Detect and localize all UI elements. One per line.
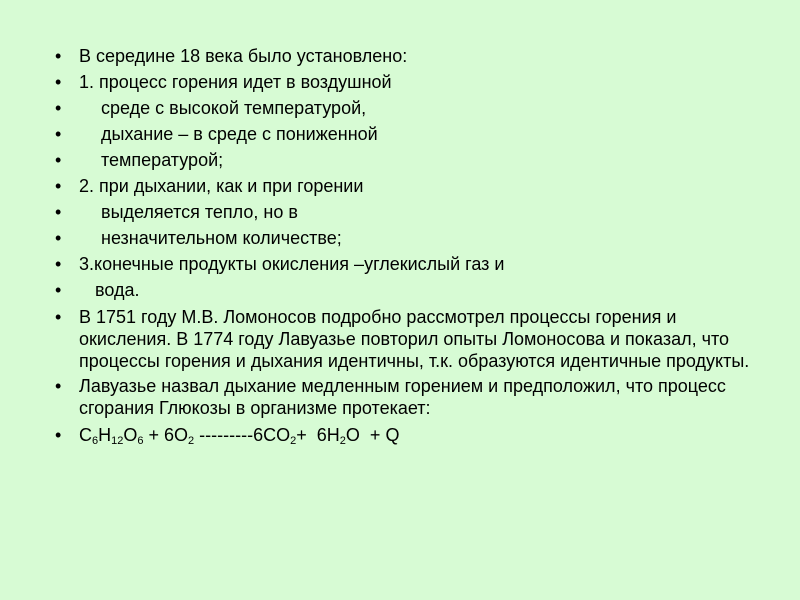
formula-h2o-sub: 2 [339, 435, 346, 447]
formula-o-sub: 6 [137, 435, 144, 447]
bullet-item [55, 69, 755, 95]
formula-item [55, 422, 755, 448]
formula-h: H [98, 425, 112, 445]
bullet-item [55, 375, 755, 419]
bullet-text: выделяется тепло, но в [101, 202, 298, 222]
formula-o2-sub: 2 [188, 435, 195, 447]
formula-tail: O + Q [345, 425, 400, 445]
bullet-text: вода. [95, 280, 140, 300]
bullet-item [55, 277, 755, 303]
bullet-text: среде с высокой температурой, [101, 98, 367, 118]
formula-h-sub: 12 [111, 435, 124, 447]
bullet-item [55, 306, 755, 372]
bullet-item [55, 199, 755, 225]
bullet-item [55, 225, 755, 251]
formula-c-sub: 6 [92, 435, 99, 447]
bullet-text: температурой; [101, 150, 224, 170]
formula-arrow-co2: ---------6CO [194, 425, 291, 445]
bullet-list [55, 43, 755, 448]
bullet-item [55, 147, 755, 173]
bullet-item [55, 95, 755, 121]
bullet-text: 3.конечные продукты окисления –углекислый газ и [79, 254, 505, 274]
bullet-text: 1. процесс горения идет в воздушной [79, 72, 392, 92]
bullet-text: дыхание – в среде с пониженной [101, 124, 378, 144]
bullet-text: незначительном количестве; [101, 228, 342, 248]
bullet-text: 2. при дыхании, как и при горении [79, 176, 364, 196]
formula-o: O [123, 425, 138, 445]
formula-plus-o2: + 6O [143, 425, 189, 445]
bullet-item [55, 121, 755, 147]
formula-plus-h2o: + 6H [296, 425, 340, 445]
formula-co2-sub: 2 [290, 435, 297, 447]
bullet-item [55, 251, 755, 277]
bullet-item [55, 43, 755, 69]
formula-c: C [79, 425, 92, 445]
bullet-text: В середине 18 века было установлено: [79, 46, 408, 66]
bullet-text: Лавуазье назвал дыхание медленным горением и предположил, что процесс сгорания Глюкозы в организме протекает: [79, 376, 726, 418]
bullet-text: В 1751 году М.В. Ломоносов подробно рассмотрел процессы горения и окисления. В 1774 году Лавуазье повторил опыты Ломоносова и показал, что процессы горения и дыхания идентичны, т.к. образуются идентичные продукты. [79, 307, 750, 371]
bullet-item [55, 173, 755, 199]
